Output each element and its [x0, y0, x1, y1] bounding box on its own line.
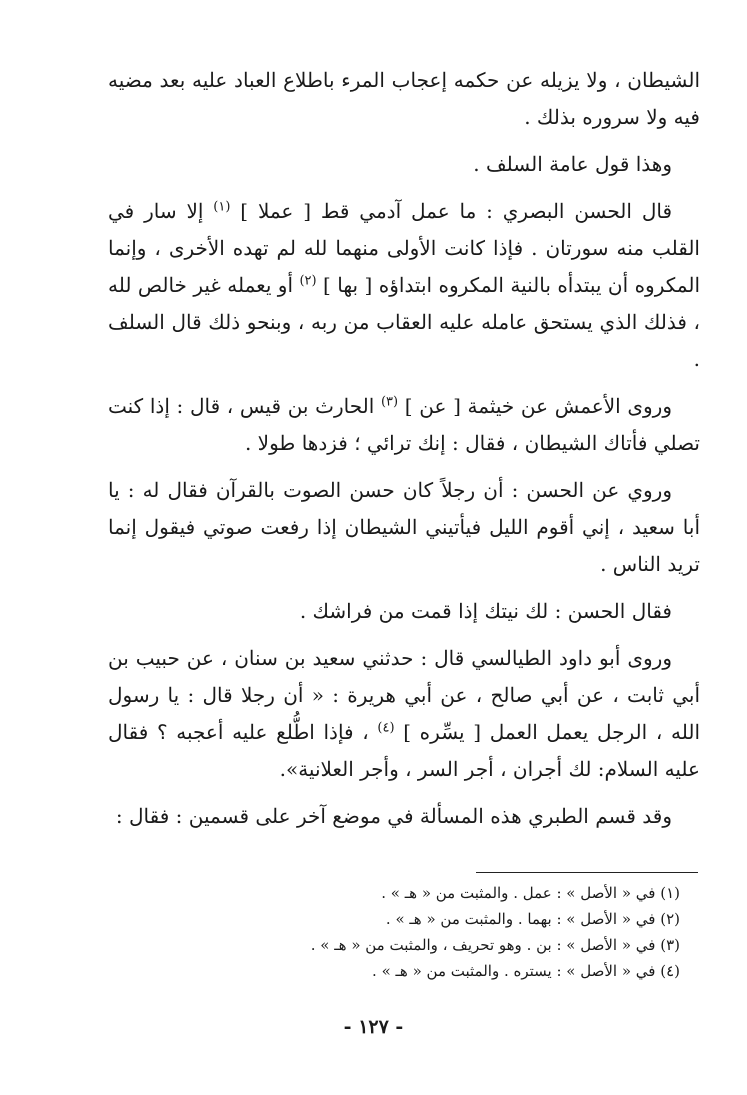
footnote-marker: (٢): [299, 273, 317, 289]
paragraph-text: قال الحسن البصري : ما عمل آدمي قط [ عملا ]: [230, 199, 672, 223]
paragraph: [108, 472, 700, 583]
paragraph: [108, 798, 700, 835]
paragraph-text: الشيطان ، ولا يزيله عن حكمه إعجاب المرء باطلاع العباد عليه بعد مضيه فيه ولا سروره بذلك .: [108, 68, 700, 129]
footnote-separator: [476, 872, 698, 873]
paragraph-text: فقال الحسن : لك نيتك إذا قمت من فراشك .: [299, 599, 672, 623]
paragraph: [108, 193, 700, 378]
paragraph: [108, 640, 700, 788]
paragraph-text: وروي عن الحسن : أن رجلاً كان حسن الصوت بالقرآن فقال له : يا أبا سعيد ، إني أقوم الليل فيأتيني الشيطان إذا رفعت صوتي فيقول إنما تريد الناس .: [108, 478, 700, 576]
footnote-marker: (١): [213, 199, 231, 215]
paragraph-text: أو يعمله غير خالص لله ، فذلك الذي يستحق عامله عليه العقاب من ربه ، وبنحو ذلك قال السلف .: [108, 273, 700, 371]
paragraph-text: وروى أبو داود الطيالسي قال : حدثني سعيد بن سنان ، عن حبيب بن أبي ثابت ، عن أبي صالح ، عن أبي هريرة : « أن رجلا قال : يا رسول الله ، الرجل يعمل العمل [ يسِّره ]: [108, 646, 700, 744]
footnote-marker: (٤): [377, 720, 395, 736]
paragraph: [108, 146, 700, 183]
paragraph: [108, 388, 700, 462]
footnote: (١) في « الأصل » : عمل . والمثبت من « هـ » .: [381, 884, 680, 902]
paragraph-text: الحارث بن قيس ، قال : إذا كنت تصلي فأتاك الشيطان ، فقال : إنك ترائي ؛ فزدها طولا .: [108, 394, 700, 455]
paragraph-text: وهذا قول عامة السلف .: [473, 152, 672, 176]
footnote: (٤) في « الأصل » : يستره . والمثبت من « هـ » .: [372, 962, 680, 980]
paragraph-text: وقد قسم الطبري هذه المسألة في موضع آخر على قسمين : فقال :: [115, 804, 672, 828]
footnotes: [260, 880, 680, 984]
main-text: [108, 62, 700, 845]
page-number: - ١٢٧ -: [343, 1016, 404, 1038]
paragraph: [108, 62, 700, 136]
footnote-marker: (٣): [380, 394, 399, 410]
paragraph-text: وروى الأعمش عن خيثمة [ عن ]: [398, 394, 673, 418]
paragraph-text: إلا سار في القلب منه سورتان . فإذا كانت الأولى منهما لله لم تهده الأخرى ، وإنما المكروه أن يبتدأه بالنية المكروه ابتداؤه [ بها ]: [108, 199, 700, 297]
paragraph: [108, 593, 700, 630]
footnote: (٢) في « الأصل » : بهما . والمثبت من « هـ » .: [385, 910, 680, 928]
footnote: (٣) في « الأصل » : بن . وهو تحريف ، والمثبت من « هـ » .: [310, 936, 680, 954]
paragraph-text: ، فإذا اطُّلع عليه أعجبه ؟ فقال عليه السلام: لك أجران ، أجر السر ، وأجر العلانية».: [108, 720, 700, 781]
